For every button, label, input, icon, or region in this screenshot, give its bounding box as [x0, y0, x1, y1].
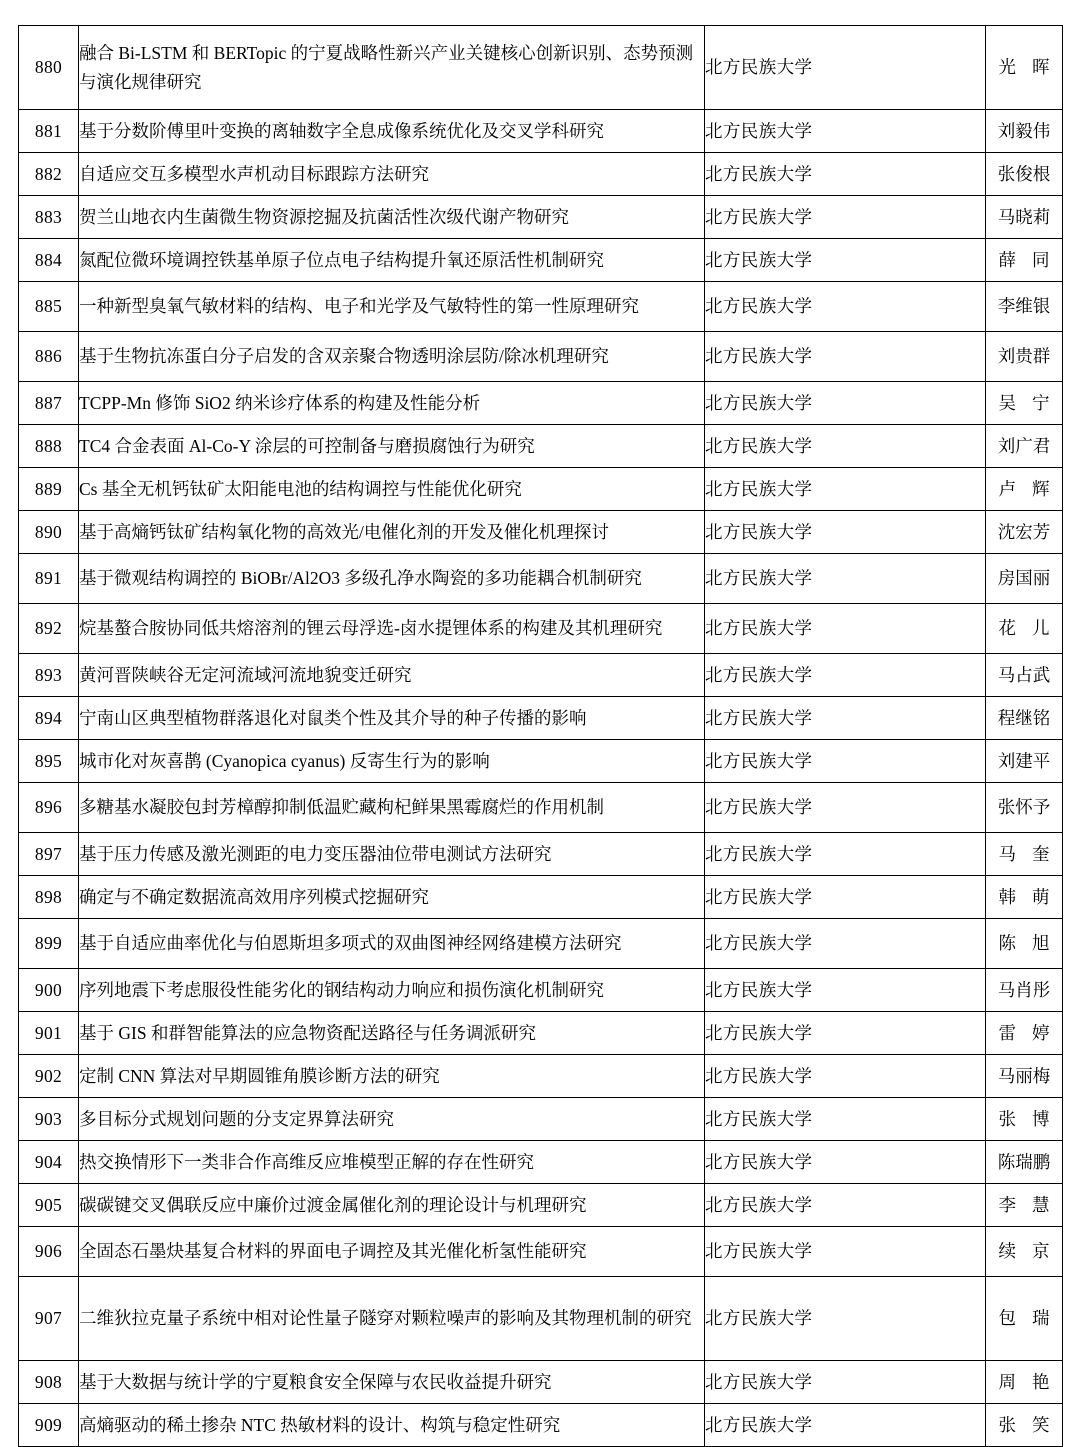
- row-number: 895: [19, 740, 79, 783]
- project-title: 自适应交互多模型水声机动目标跟踪方法研究: [79, 153, 705, 196]
- row-number: 887: [19, 382, 79, 425]
- principal-investigator: [986, 382, 1063, 425]
- project-title: 基于大数据与统计学的宁夏粮食安全保障与农民收益提升研究: [79, 1361, 705, 1404]
- project-title: TCPP-Mn 修饰 SiO2 纳米诊疗体系的构建及性能分析: [79, 382, 705, 425]
- host-institution: 北方民族大学: [705, 1361, 986, 1404]
- table-row: [19, 919, 1063, 969]
- principal-investigator: 马肖彤: [986, 969, 1063, 1012]
- name-char-group: 辉: [1032, 478, 1050, 499]
- project-title: 城市化对灰喜鹊 (Cyanopica cyanus) 反寄生行为的影响: [79, 740, 705, 783]
- project-title: 全固态石墨炔基复合材料的界面电子调控及其光催化析氢性能研究: [79, 1227, 705, 1277]
- principal-investigator: [986, 1361, 1063, 1404]
- row-number: 909: [19, 1404, 79, 1447]
- row-number: 882: [19, 153, 79, 196]
- row-number: 883: [19, 196, 79, 239]
- name-char-group: 续: [998, 1241, 1016, 1262]
- project-title: 氮配位微环境调控铁基单原子位点电子结构提升氧还原活性机制研究: [79, 239, 705, 282]
- project-title: 定制 CNN 算法对早期圆锥角膜诊断方法的研究: [79, 1055, 705, 1098]
- row-number: 881: [19, 110, 79, 153]
- name-char-group: 瑞: [1032, 1308, 1050, 1329]
- row-number: 893: [19, 654, 79, 697]
- project-title: 贺兰山地衣内生菌微生物资源挖掘及抗菌活性次级代谢产物研究: [79, 196, 705, 239]
- principal-investigator: 刘贵群: [986, 332, 1063, 382]
- table-row: [19, 876, 1063, 919]
- name-char-group: 雷: [998, 1022, 1016, 1043]
- table-row: [19, 196, 1063, 239]
- name-char-group: 韩: [998, 886, 1016, 907]
- principal-investigator: [986, 1184, 1063, 1227]
- row-number: 897: [19, 833, 79, 876]
- name-char-group: 同: [1032, 249, 1050, 270]
- project-title: 基于生物抗冻蛋白分子启发的含双亲聚合物透明涂层防/除冰机理研究: [79, 332, 705, 382]
- principal-investigator: [986, 1227, 1063, 1277]
- principal-investigator: [986, 919, 1063, 969]
- name-char-group: 陈: [998, 933, 1016, 954]
- host-institution: 北方民族大学: [705, 833, 986, 876]
- table-row: [19, 26, 1063, 110]
- table-row: [19, 1141, 1063, 1184]
- principal-investigator: 马丽梅: [986, 1055, 1063, 1098]
- name-char-group: 萌: [1032, 886, 1050, 907]
- row-number: 902: [19, 1055, 79, 1098]
- host-institution: 北方民族大学: [705, 282, 986, 332]
- host-institution: 北方民族大学: [705, 26, 986, 110]
- principal-investigator: [986, 1404, 1063, 1447]
- host-institution: 北方民族大学: [705, 969, 986, 1012]
- row-number: 884: [19, 239, 79, 282]
- principal-investigator: 刘广君: [986, 425, 1063, 468]
- row-number: 906: [19, 1227, 79, 1277]
- project-title: 二维狄拉克量子系统中相对论性量子隧穿对颗粒噪声的影响及其物理机制的研究: [79, 1277, 705, 1361]
- principal-investigator: 马占武: [986, 654, 1063, 697]
- principal-investigator: 陈瑞鹏: [986, 1141, 1063, 1184]
- project-title: 一种新型臭氧气敏材料的结构、电子和光学及气敏特性的第一性原理研究: [79, 282, 705, 332]
- row-number: 899: [19, 919, 79, 969]
- table-row: [19, 1055, 1063, 1098]
- host-institution: 北方民族大学: [705, 468, 986, 511]
- name-char-group: 宁: [1032, 392, 1050, 413]
- host-institution: 北方民族大学: [705, 654, 986, 697]
- principal-investigator: 李维银: [986, 282, 1063, 332]
- name-char-group: 花: [998, 618, 1016, 639]
- table-row: [19, 1227, 1063, 1277]
- host-institution: 北方民族大学: [705, 604, 986, 654]
- host-institution: 北方民族大学: [705, 740, 986, 783]
- row-number: 908: [19, 1361, 79, 1404]
- name-char-group: 张: [998, 1414, 1016, 1435]
- host-institution: 北方民族大学: [705, 1141, 986, 1184]
- host-institution: 北方民族大学: [705, 1277, 986, 1361]
- principal-investigator: 刘建平: [986, 740, 1063, 783]
- row-number: 890: [19, 511, 79, 554]
- project-title: 烷基螯合胺协同低共熔溶剂的锂云母浮选-卤水提锂体系的构建及其机理研究: [79, 604, 705, 654]
- table-row: [19, 468, 1063, 511]
- name-char-group: 博: [1032, 1108, 1050, 1129]
- project-title: 碳碳键交叉偶联反应中廉价过渡金属催化剂的理论设计与机理研究: [79, 1184, 705, 1227]
- name-char-group: 儿: [1032, 618, 1050, 639]
- row-number: 896: [19, 783, 79, 833]
- project-title: 基于压力传感及激光测距的电力变压器油位带电测试方法研究: [79, 833, 705, 876]
- table-row: [19, 239, 1063, 282]
- row-number: 901: [19, 1012, 79, 1055]
- table-row: [19, 740, 1063, 783]
- principal-investigator: 马晓莉: [986, 196, 1063, 239]
- name-char-group: 晖: [1032, 57, 1050, 78]
- name-char-group: 卢: [998, 478, 1016, 499]
- table-row: [19, 511, 1063, 554]
- row-number: 894: [19, 697, 79, 740]
- table-row: [19, 654, 1063, 697]
- host-institution: 北方民族大学: [705, 1404, 986, 1447]
- table-row: [19, 1012, 1063, 1055]
- principal-investigator: [986, 468, 1063, 511]
- principal-investigator: [986, 833, 1063, 876]
- project-title: 基于分数阶傅里叶变换的离轴数字全息成像系统优化及交叉学科研究: [79, 110, 705, 153]
- project-title: 高熵驱动的稀土掺杂 NTC 热敏材料的设计、构筑与稳定性研究: [79, 1404, 705, 1447]
- host-institution: 北方民族大学: [705, 332, 986, 382]
- row-number: 905: [19, 1184, 79, 1227]
- host-institution: 北方民族大学: [705, 783, 986, 833]
- row-number: 885: [19, 282, 79, 332]
- principal-investigator: [986, 1098, 1063, 1141]
- host-institution: 北方民族大学: [705, 1012, 986, 1055]
- principal-investigator: [986, 1012, 1063, 1055]
- project-title: 多糖基水凝胶包封芳樟醇抑制低温贮藏枸杞鲜果黑霉腐烂的作用机制: [79, 783, 705, 833]
- principal-investigator: 刘毅伟: [986, 110, 1063, 153]
- row-number: 903: [19, 1098, 79, 1141]
- host-institution: 北方民族大学: [705, 1098, 986, 1141]
- project-title: 基于 GIS 和群智能算法的应急物资配送路径与任务调派研究: [79, 1012, 705, 1055]
- name-char-group: 马: [998, 843, 1016, 864]
- host-institution: 北方民族大学: [705, 110, 986, 153]
- project-title: 黄河晋陕峡谷无定河流域河流地貌变迁研究: [79, 654, 705, 697]
- project-title: 热交换情形下一类非合作高维反应堆模型正解的存在性研究: [79, 1141, 705, 1184]
- name-char-group: 奎: [1032, 843, 1050, 864]
- project-title: 基于自适应曲率优化与伯恩斯坦多项式的双曲图神经网络建模方法研究: [79, 919, 705, 969]
- table-row: [19, 382, 1063, 425]
- row-number: 889: [19, 468, 79, 511]
- name-char-group: 周: [998, 1371, 1016, 1392]
- principal-investigator: [986, 876, 1063, 919]
- name-char-group: 笑: [1032, 1414, 1050, 1435]
- principal-investigator: 张俊根: [986, 153, 1063, 196]
- table-row: [19, 110, 1063, 153]
- row-number: 891: [19, 554, 79, 604]
- project-title: Cs 基全无机钙钛矿太阳能电池的结构调控与性能优化研究: [79, 468, 705, 511]
- principal-investigator: [986, 26, 1063, 110]
- project-title: 宁南山区典型植物群落退化对鼠类个性及其介导的种子传播的影响: [79, 697, 705, 740]
- name-char-group: 光: [998, 57, 1016, 78]
- host-institution: 北方民族大学: [705, 1184, 986, 1227]
- table-row: [19, 1361, 1063, 1404]
- row-number: 892: [19, 604, 79, 654]
- row-number: 886: [19, 332, 79, 382]
- host-institution: 北方民族大学: [705, 876, 986, 919]
- principal-investigator: [986, 239, 1063, 282]
- host-institution: 北方民族大学: [705, 1227, 986, 1277]
- project-title: 融合 Bi-LSTM 和 BERTopic 的宁夏战略性新兴产业关键核心创新识别、态势预测与演化规律研究: [79, 26, 705, 110]
- principal-investigator: 沈宏芳: [986, 511, 1063, 554]
- principal-investigator: [986, 604, 1063, 654]
- table-row: [19, 1184, 1063, 1227]
- name-char-group: 艳: [1032, 1371, 1050, 1392]
- table-row: [19, 783, 1063, 833]
- name-char-group: 李: [998, 1194, 1016, 1215]
- table-row: [19, 1098, 1063, 1141]
- row-number: 880: [19, 26, 79, 110]
- host-institution: 北方民族大学: [705, 554, 986, 604]
- table-row: [19, 554, 1063, 604]
- name-char-group: 京: [1032, 1241, 1050, 1262]
- table-row: [19, 282, 1063, 332]
- table-row: [19, 1277, 1063, 1361]
- table-row: [19, 833, 1063, 876]
- project-title: 确定与不确定数据流高效用序列模式挖掘研究: [79, 876, 705, 919]
- name-char-group: 旭: [1032, 933, 1050, 954]
- host-institution: 北方民族大学: [705, 697, 986, 740]
- principal-investigator: 房国丽: [986, 554, 1063, 604]
- table-row: [19, 425, 1063, 468]
- name-char-group: 婷: [1032, 1022, 1050, 1043]
- name-char-group: 包: [998, 1308, 1016, 1329]
- name-char-group: 慧: [1032, 1194, 1050, 1215]
- table-row: [19, 153, 1063, 196]
- project-title: 多目标分式规划问题的分支定界算法研究: [79, 1098, 705, 1141]
- name-char-group: 张: [998, 1108, 1016, 1129]
- host-institution: 北方民族大学: [705, 153, 986, 196]
- host-institution: 北方民族大学: [705, 382, 986, 425]
- principal-investigator: [986, 1277, 1063, 1361]
- project-title: 序列地震下考虑服役性能劣化的钢结构动力响应和损伤演化机制研究: [79, 969, 705, 1012]
- project-title: 基于高熵钙钛矿结构氧化物的高效光/电催化剂的开发及催化机理探讨: [79, 511, 705, 554]
- host-institution: 北方民族大学: [705, 425, 986, 468]
- table-row: [19, 604, 1063, 654]
- name-char-group: 薛: [998, 249, 1016, 270]
- host-institution: 北方民族大学: [705, 511, 986, 554]
- table-row: [19, 969, 1063, 1012]
- row-number: 907: [19, 1277, 79, 1361]
- project-title: TC4 合金表面 Al-Co-Y 涂层的可控制备与磨损腐蚀行为研究: [79, 425, 705, 468]
- project-title: 基于微观结构调控的 BiOBr/Al2O3 多级孔净水陶瓷的多功能耦合机制研究: [79, 554, 705, 604]
- table-body: [19, 26, 1063, 1447]
- principal-investigator: 程继铭: [986, 697, 1063, 740]
- principal-investigator: 张怀予: [986, 783, 1063, 833]
- table-row: [19, 697, 1063, 740]
- host-institution: 北方民族大学: [705, 1055, 986, 1098]
- host-institution: 北方民族大学: [705, 239, 986, 282]
- row-number: 900: [19, 969, 79, 1012]
- project-list-table: [18, 25, 1063, 1447]
- name-char-group: 吴: [998, 392, 1016, 413]
- table-row: [19, 1404, 1063, 1447]
- host-institution: 北方民族大学: [705, 919, 986, 969]
- row-number: 904: [19, 1141, 79, 1184]
- host-institution: 北方民族大学: [705, 196, 986, 239]
- table-row: [19, 332, 1063, 382]
- row-number: 888: [19, 425, 79, 468]
- row-number: 898: [19, 876, 79, 919]
